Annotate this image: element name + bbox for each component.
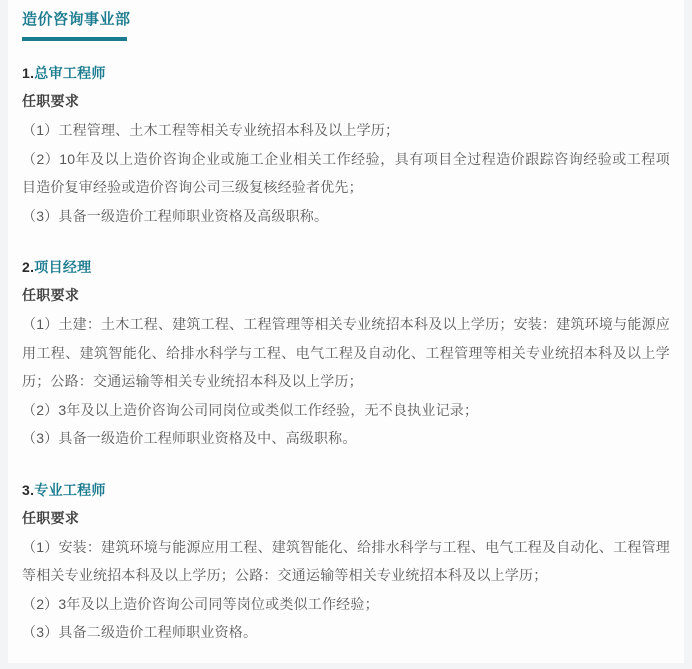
title-underline-bar (22, 37, 127, 41)
requirement-item: （2）3年及以上造价咨询公司同等岗位或类似工作经验； (22, 595, 379, 612)
requirements-heading: 任职要求 (22, 93, 80, 109)
requirement-item: （2）3年及以上造价咨询公司同岗位或类似工作经验，无不良执业记录； (22, 401, 479, 418)
job-title (22, 257, 670, 277)
page-title: 造价咨询事业部 (22, 11, 131, 28)
job-section-project-manager (22, 257, 670, 453)
requirements-heading: 任职要求 (22, 287, 80, 303)
job-title-name: 专业工程师 (34, 481, 106, 498)
requirement-item: （1）安装：建筑环境与能源应用工程、建筑智能化、给排水科学与工程、电气工程及自动化、工程管理等相关专业统招本科及以上学历；公路：交通运输等相关专业统招本科及以上学历； (22, 538, 670, 583)
job-title-name: 项目经理 (34, 259, 92, 275)
requirement-item: （1）土建：土木工程、建筑工程、工程管理等相关专业统招本科及以上学历；安装：建筑环境与能源应用工程、建筑智能化、给排水科学与工程、电气工程及自动化、工程管理等相关专业统招本科及以上学历；公路：交通运输等相关专业统招本科及以上学历； (22, 316, 670, 389)
job-section-chief-review-engineer (22, 63, 670, 230)
job-section-professional-engineer (22, 480, 670, 647)
requirements-heading: 任职要求 (22, 509, 80, 526)
requirement-item: （3）具备二级造价工程师职业资格。 (22, 624, 258, 640)
requirement-item: （2）10年及以上造价咨询企业或施工企业相关工作经验，具有项目全过程造价跟踪咨询经验或工程项目造价复审经验或造价咨询公司三级复核经验者优先； (22, 150, 670, 195)
article-card (8, 0, 684, 663)
job-title-name: 总审工程师 (34, 65, 106, 81)
job-title (22, 63, 670, 83)
job-title (22, 480, 670, 500)
job-title-number: 3. (22, 481, 35, 498)
job-title-number: 2. (22, 259, 35, 275)
job-title-number: 1. (22, 65, 35, 81)
requirement-item: （3）具备一级造价工程师职业资格及中、高级职称。 (22, 430, 357, 446)
requirement-item: （1）工程管理、土木工程等相关专业统招本科及以上学历； (22, 122, 400, 138)
requirement-item: （3）具备一级造价工程师职业资格及高级职称。 (22, 207, 329, 224)
